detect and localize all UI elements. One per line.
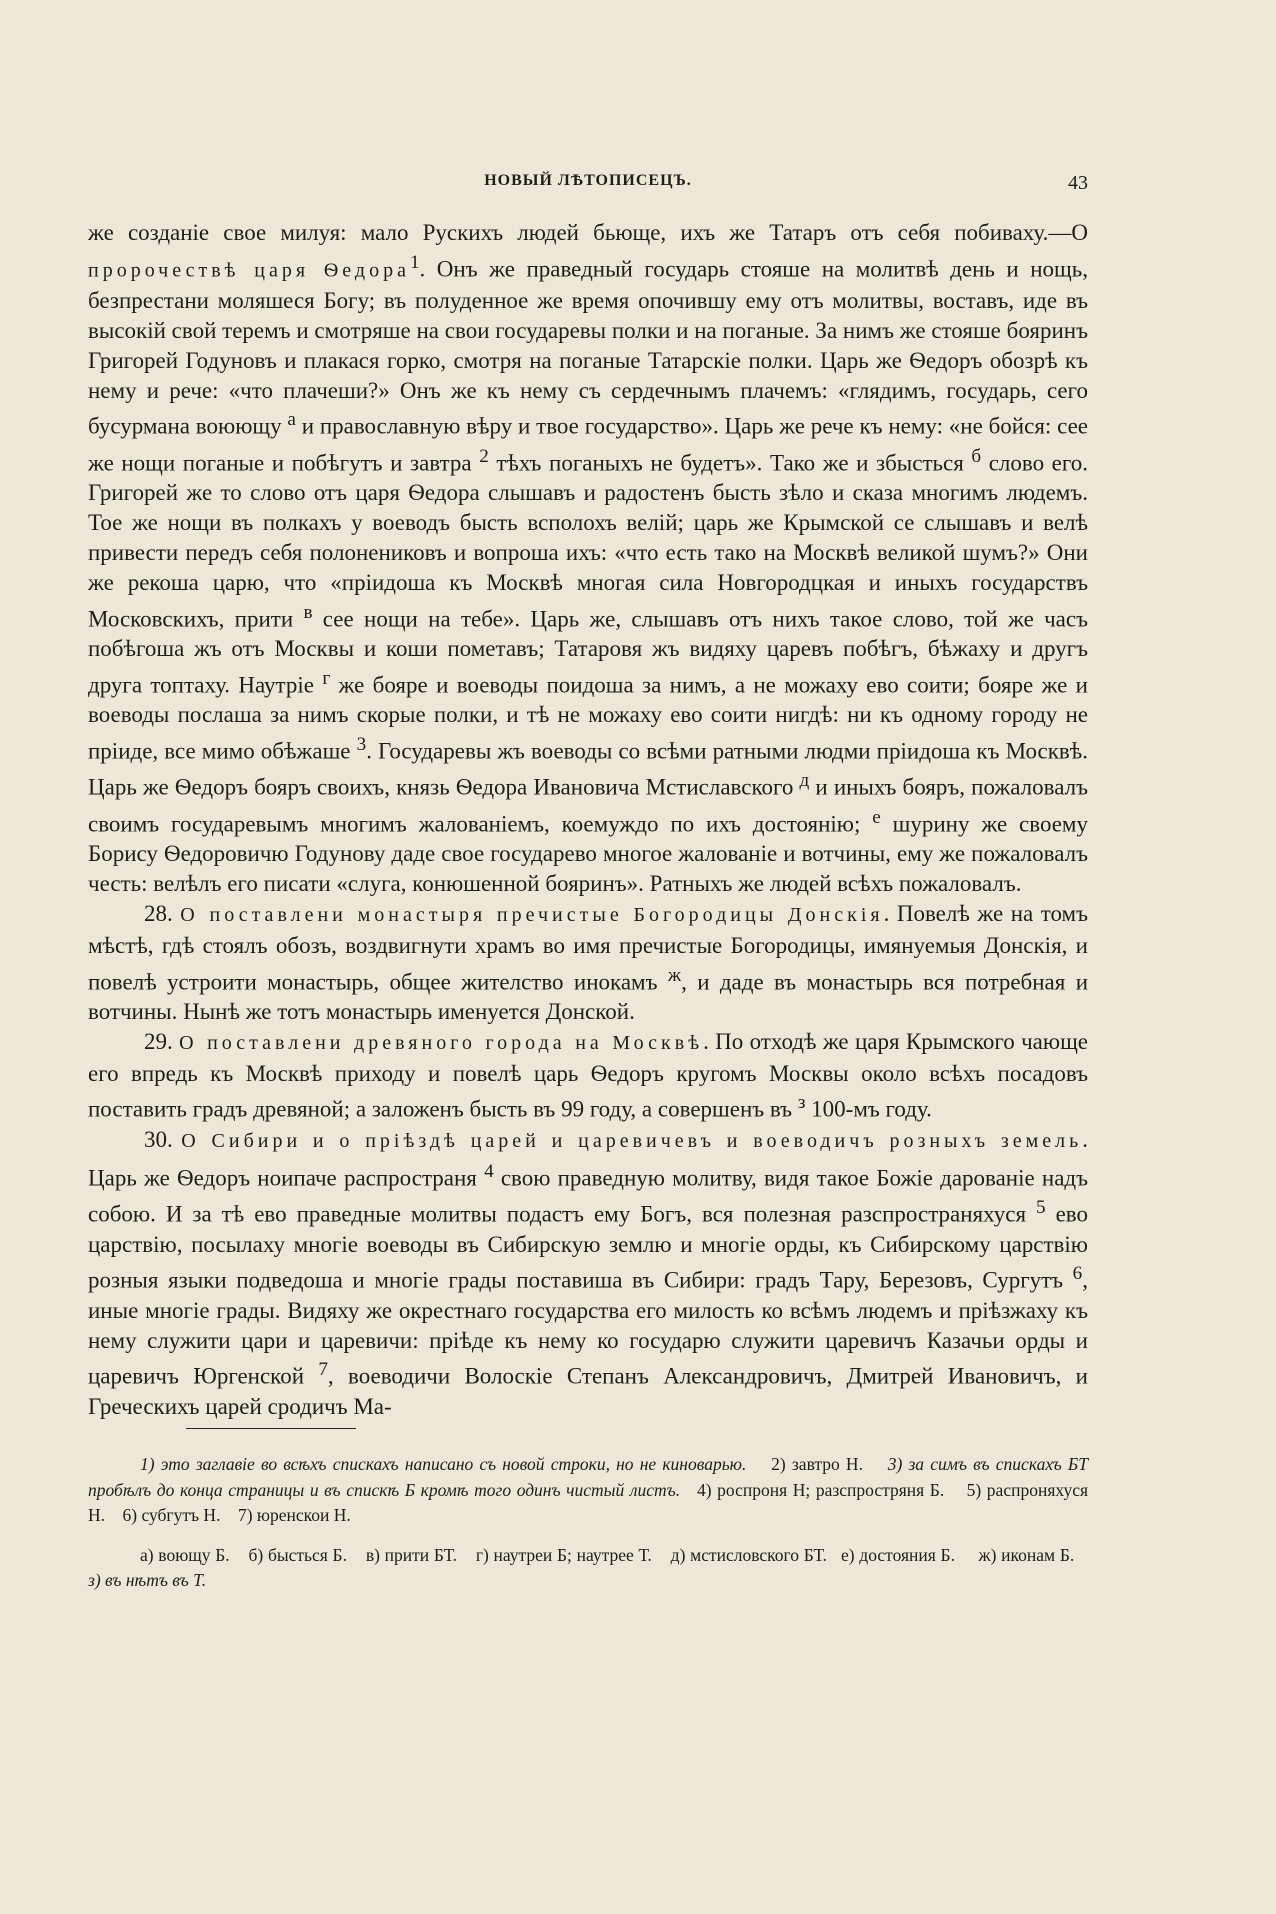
- variant-marker: е: [872, 806, 881, 828]
- variant-e: е) достояния Б.: [841, 1544, 955, 1565]
- footnote-marker: 4: [484, 1160, 494, 1182]
- footnote-marker: 6: [1072, 1263, 1083, 1285]
- footnote-1: 1) это заглавіе во всѣхъ спискахъ написано съ новой строки, но не киноварью.: [140, 1454, 747, 1474]
- footnote-7: 7) юренскои Н.: [237, 1505, 351, 1525]
- heading-prophecy: пророчествѣ царя Ѳедора: [88, 259, 410, 282]
- variant-z: з) въ нѣтъ въ Т.: [88, 1570, 207, 1590]
- paragraph-prophecy: же созданіе свое милуя: мало Рускихъ людей бьюще, ихъ же Татаръ отъ себя побиваху.—О пророчествѣ царя Ѳедора$^1$. Онъ же праведный государь стояше на молитвѣ день и нощь, безпрестани моляшеся Богу; въ полуденное же время опочившу ему отъ молитвы, воставъ, иде въ высокій свой теремъ и смотряше на свои государевы полки и на поганые. За нимъ же стояше бояринъ Григорей Годуновъ и плакася горко, смотря на поганые Татарскіе полки. Царь же Ѳедоръ обозрѣ къ нему и рече: «что плачеши?» Онъ же къ нему съ сердечнымъ плачемъ: «глядимъ, государь, сего бусурмана воюющу $^а$ и православную вѣру и твое государство». Царь же рече къ нему: «не бойся: сее же нощи поганые и побѣгутъ и завтра $^2$ тѣхъ поганыхъ не будетъ». Тако же и збысться $^б$ слово его. Григорей же то слово отъ царя Ѳедора слышавъ и радостенъ бысть зѣло и сказа многимъ людемъ. Тое же нощи въ полкахъ у воеводъ бысть всполохъ велій; царь же Крымской се слышавъ и велѣ привести передъ себя полонениковъ и вопроша ихъ: «что есть тако на Москвѣ великой шумъ?» Они же рекоша царю, что «пріидоша къ Москвѣ многая сила Новгородцкая и иныхъ государствъ Московскихъ, прити $^в$ сее нощи на тебе». Царь же, слышавъ отъ нихъ такое слово, той же часъ побѣгоша жъ отъ Москвы и коши пометавъ; Татаровя жъ видяху царевъ побѣгъ, бѣжаху и другъ друга топтаху. Наутріе $^г$ же бояре и воеводы поидоша за нимъ, а не можаху ево соити; бояре же и воеводы послаша за нимъ скорые полки, и тѣ не можаху ево соити нигдѣ: ни къ одному городу не пріиде, все мимо обѣжаше $^3$. Государевы жъ воеводы со всѣми ратными людми пріидоша къ Москвѣ. Царь же Ѳедоръ бояръ своихъ, князь Ѳедора Ивановича Мстиславского $^д$ и иныхъ бояръ, пожаловалъ своимъ государевымъ многимъ жалованіемъ, коемуждо по ихъ достоянію; $^е$ шурину же своему Борису Ѳедоровичю Годунову даде свое государево многое жалованіе и вотчины, ему же пожаловалъ честь: велѣлъ его писати «слуга, конюшенной бояринъ». Ратныхъ же людей всѣхъ пожаловалъ.: [88, 220, 1089, 897]
- variant-a: а) воющу Б.: [140, 1544, 230, 1565]
- variant-zh: ж) иконам Б.: [978, 1544, 1075, 1565]
- variant-marker: д: [799, 770, 810, 792]
- variant-marker: ж: [667, 964, 682, 986]
- variant-v: в) прити БТ.: [365, 1544, 457, 1565]
- variant-marker: б: [971, 445, 982, 467]
- variant-marker: а: [287, 409, 296, 431]
- footnote-marker: 2: [479, 445, 489, 467]
- running-title: НОВЫЙ ЛѢТОПИСЕЦЪ.: [484, 172, 692, 189]
- paragraph-29: 29. О поставлени древяного города на Москвѣ. По отходѣ же царя Крымского чающе его впредь къ Москвѣ приходу и повелѣ царь Ѳедоръ кругомъ Москвы около всѣхъ посадовъ поставить градъ древяной; а заложенъ бысть въ 99 году, а совершенъ въ $^з$ 100-мъ году.: [88, 1028, 1088, 1123]
- page-header: [88, 172, 1088, 198]
- main-text: [88, 218, 1088, 1422]
- footnote-marker: 5: [1036, 1197, 1046, 1219]
- paragraph-28: 28. О поставлени монастыря пречистые Богородицы Донскія. Повелѣ же на томъ мѣстѣ, гдѣ стоялъ обозъ, воздвигнути храмъ во имя пречистые Богородицы, имянуемыя Донскія, и повелѣ устроити монастырь, общее жителство инокамъ $^ж$, и даде въ монастырь вся потребная и вотчины. Нынѣ же тотъ монастырь именуется Донской.: [88, 900, 1089, 1025]
- variant-marker: г: [322, 667, 331, 689]
- footnote-3: 3) за симъ въ спискахъ БТ пробѣлъ до конца страницы и въ спискѣ Б кромѣ того одинъ чистый листъ.: [88, 1454, 1088, 1500]
- numbered-footnotes: [88, 1452, 1088, 1529]
- footnotes: [88, 1452, 1088, 1594]
- paragraph-30: 30. О Сибири и о пріѣздѣ царей и царевичевъ и воеводичъ розныхъ земель. Царь же Ѳедоръ ноипаче распространя $^4$ свою праведную молитву, видя такое Божіе дарованіе надъ собою. И за тѣ ево праведные молитвы подастъ ему Богъ, вся полезная разспространяхуся $^5$ ево царствію, посылаху многіе воеводы въ Сибирскую землю и многіе орды, къ Сибирскому царствію розныя языки подведоша и многіе грады поставиша въ Сибири: градъ Тару, Березовъ, Сургутъ $^6$, иные многіе грады. Видяху же окрестнаго государства его милость ко всѣмъ людемъ и пріѣзжаху къ нему служити цари и царевичи: пріѣде къ нему ко государю служити царевичъ Казачьи орды и царевичъ Юргенской $^7$, воеводичи Волоскіе Степанъ Александровичъ, Дмитрей Ивановичъ, и Греческихъ царей сродичъ Ма-: [88, 1126, 1089, 1419]
- variant-readings: [88, 1543, 1088, 1594]
- footnote-marker: 7: [318, 1359, 328, 1381]
- footnote-2: 2) завтро Н.: [771, 1454, 863, 1474]
- page-number: 43: [1068, 172, 1088, 194]
- variant-d: д) мстисловского БТ.: [670, 1544, 827, 1565]
- footnote-marker: 3: [356, 734, 367, 756]
- variant-marker: в: [303, 601, 313, 623]
- heading-30: О Сибири и о пріѣздѣ царей и царевичевъ и воеводичъ розныхъ земель: [181, 1129, 1083, 1152]
- footnote-4: 4) роспроня Н; разспростряня Б.: [696, 1479, 945, 1500]
- variant-b: б) бысться Б.: [248, 1544, 347, 1565]
- footnote-divider: [186, 1428, 356, 1429]
- heading-28: О поставлени монастыря пречистые Богородицы Донскія: [180, 903, 884, 926]
- footnote-6: 6) субгутъ Н.: [122, 1505, 221, 1525]
- footnote-marker: 1: [409, 251, 420, 273]
- footnote-5: 5) распроняхуся Н.: [88, 1479, 1089, 1525]
- variant-g: г) наутреи Б; наутрее Т.: [475, 1544, 652, 1565]
- variant-marker: з: [797, 1092, 806, 1114]
- heading-29: О поставлени древяного города на Москвѣ: [179, 1031, 704, 1054]
